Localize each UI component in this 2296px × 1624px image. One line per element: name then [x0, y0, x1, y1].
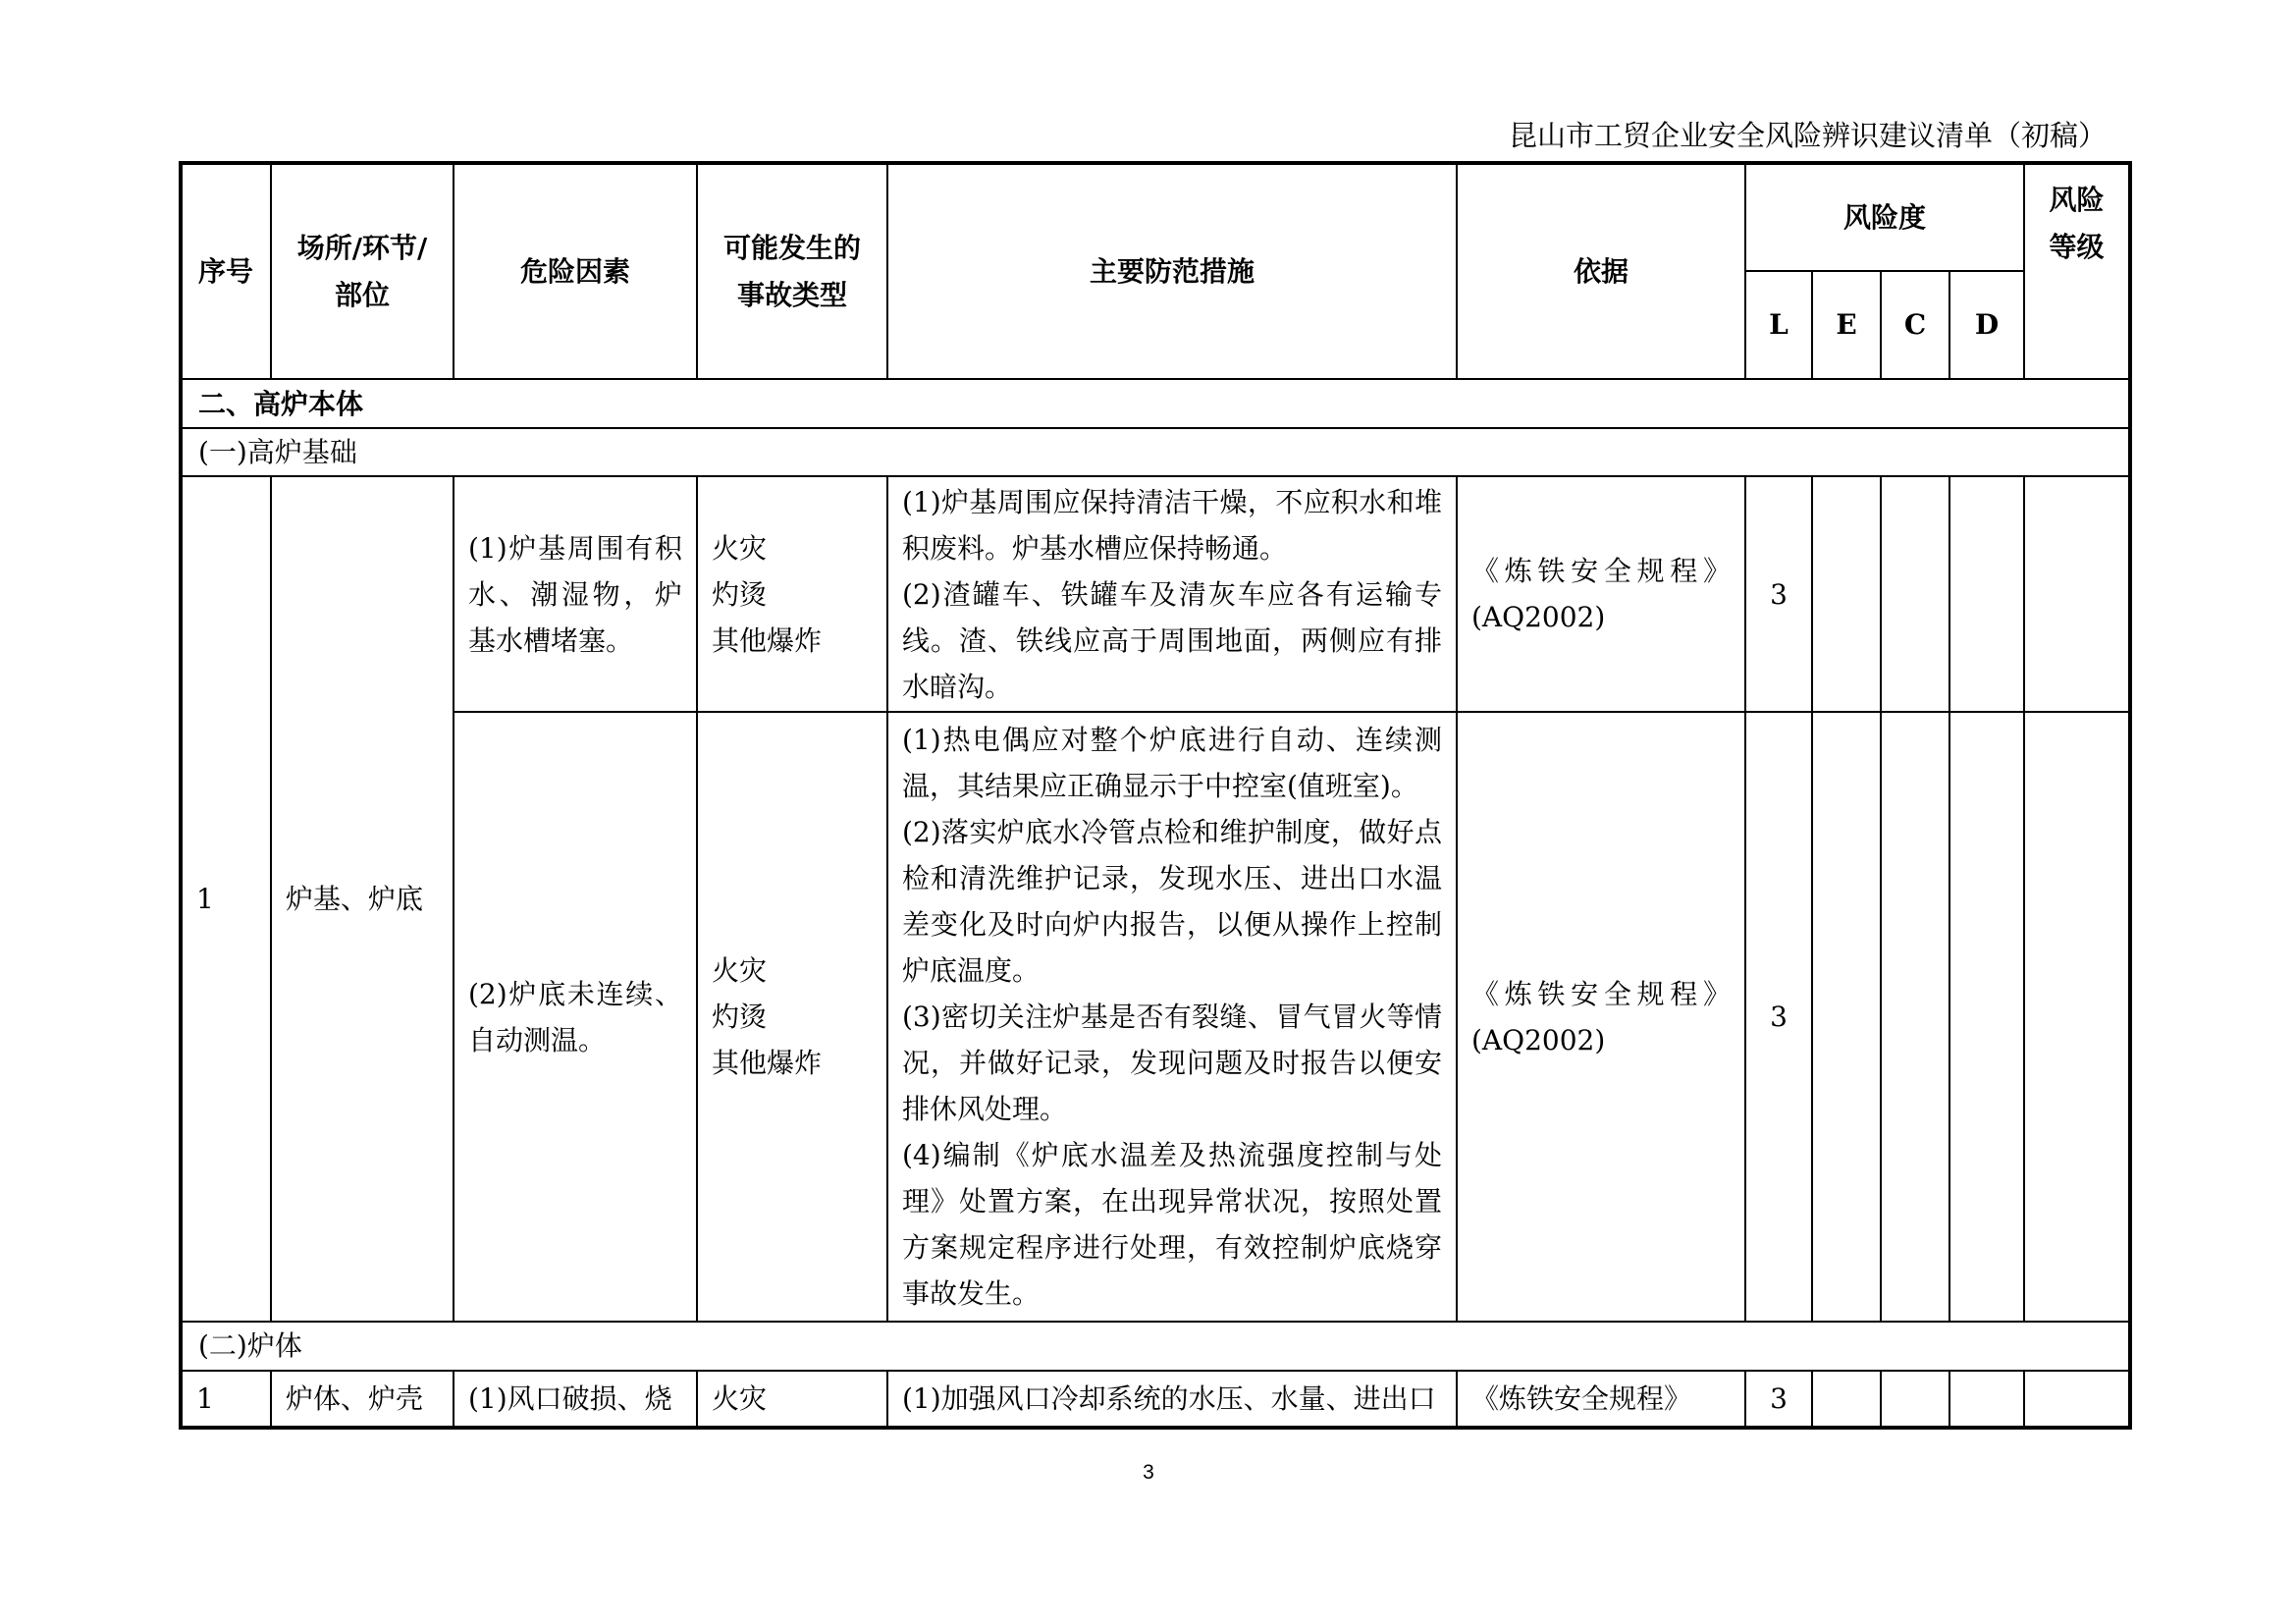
row-seq: 1 [181, 1371, 271, 1428]
table-row [181, 476, 2130, 712]
accident-type-text: 火灾 灼烫 其他爆炸 [712, 531, 823, 657]
row-basis: 《炼铁安全规程》(AQ2002) [1457, 476, 1745, 712]
subsection-row-1 [181, 428, 2130, 476]
header-accident-type-text: 可能发生的事故类型 [722, 231, 861, 311]
header-E: E [1812, 271, 1881, 379]
row-hazard: (2)炉底未连续、自动测温。 [454, 712, 697, 1321]
measure-item: (2)落实炉底水冷管点检和维护制度，做好点检和清洗维护记录，发现水压、进出口水温差变化及时向炉内报告，以便从操作上控制炉底温度。 [902, 816, 1442, 988]
row-location: 炉基、炉底 [271, 476, 454, 1322]
row-L: 3 [1745, 476, 1812, 712]
header-accident-type [697, 163, 887, 379]
accident-type-text: 火灾 灼烫 其他爆炸 [712, 954, 823, 1080]
row-hazard: (1)炉基周围有积水、潮湿物，炉基水槽堵塞。 [454, 476, 697, 712]
header-risk-degree: 风险度 [1745, 163, 2024, 271]
subsection-title-1: (一)高炉基础 [181, 428, 2130, 476]
row-L: 3 [1745, 712, 1812, 1321]
subsection-row-2 [181, 1322, 2130, 1371]
row-D [1949, 712, 2024, 1321]
header-measures: 主要防范措施 [887, 163, 1457, 379]
header-seq: 序号 [181, 163, 271, 379]
row-C [1881, 476, 1949, 712]
header-D: D [1949, 271, 2024, 379]
row-basis: 《炼铁安全规程》 [1457, 1371, 1745, 1428]
row-E [1812, 712, 1881, 1321]
row-L: 3 [1745, 1371, 1812, 1428]
row-D [1949, 1371, 2024, 1428]
row-risk-level [2024, 476, 2130, 712]
row-seq: 1 [181, 476, 271, 1322]
header-risk-level [2024, 163, 2130, 379]
row-E [1812, 1371, 1881, 1428]
document-title: 昆山市工贸企业安全风险辨识建议清单（初稿） [1508, 119, 2107, 152]
row-risk-level [2024, 1371, 2130, 1428]
measure-item: (2)渣罐车、铁罐车及清灰车应各有运输专线。渣、铁线应高于周围地面，两侧应有排水暗沟。 [902, 577, 1442, 703]
row-accident-type: 火灾 [697, 1371, 887, 1428]
row-C [1881, 712, 1949, 1321]
row-location: 炉体、炉壳 [271, 1371, 454, 1428]
header-L: L [1745, 271, 1812, 379]
risk-identification-table [179, 161, 2132, 1430]
row-basis: 《炼铁安全规程》(AQ2002) [1457, 712, 1745, 1321]
row-measures [887, 476, 1457, 712]
row-accident-type [697, 712, 887, 1321]
measure-item: (3)密切关注炉基是否有裂缝、冒气冒火等情况，并做好记录，发现问题及时报告以便安排休风处理。 [902, 1001, 1442, 1126]
measure-item: (4)编制《炉底水温差及热流强度控制与处理》处置方案，在出现异常状况，按照处置方案规定程序进行处理，有效控制炉底烧穿事故发生。 [902, 1139, 1442, 1311]
subsection-title-2: (二)炉体 [181, 1322, 2130, 1371]
page-number: 3 [1143, 1461, 1154, 1484]
table-row [181, 712, 2130, 1321]
header-hazard: 危险因素 [454, 163, 697, 379]
measure-item: (1)热电偶应对整个炉底进行自动、连续测温，其结果应正确显示于中控室(值班室)。 [902, 724, 1442, 803]
row-D [1949, 476, 2024, 712]
header-location [271, 163, 454, 379]
table-row [181, 1371, 2130, 1428]
section-row [181, 379, 2130, 428]
header-row-1 [181, 163, 2130, 271]
row-C [1881, 1371, 1949, 1428]
measure-item: (1)炉基周围应保持清洁干燥，不应积水和堆积废料。炉基水槽应保持畅通。 [902, 485, 1442, 565]
header-risk-level-text: 风险等级 [2049, 184, 2105, 263]
row-measures: (1)加强风口冷却系统的水压、水量、进出口 [887, 1371, 1457, 1428]
row-measures [887, 712, 1457, 1321]
row-accident-type [697, 476, 887, 712]
row-risk-level [2024, 712, 2130, 1321]
header-location-text: 场所/环节/部位 [296, 231, 428, 311]
row-hazard: (1)风口破损、烧 [454, 1371, 697, 1428]
row-E [1812, 476, 1881, 712]
section-title: 二、高炉本体 [181, 379, 2130, 428]
header-C: C [1881, 271, 1949, 379]
header-basis: 依据 [1457, 163, 1745, 379]
